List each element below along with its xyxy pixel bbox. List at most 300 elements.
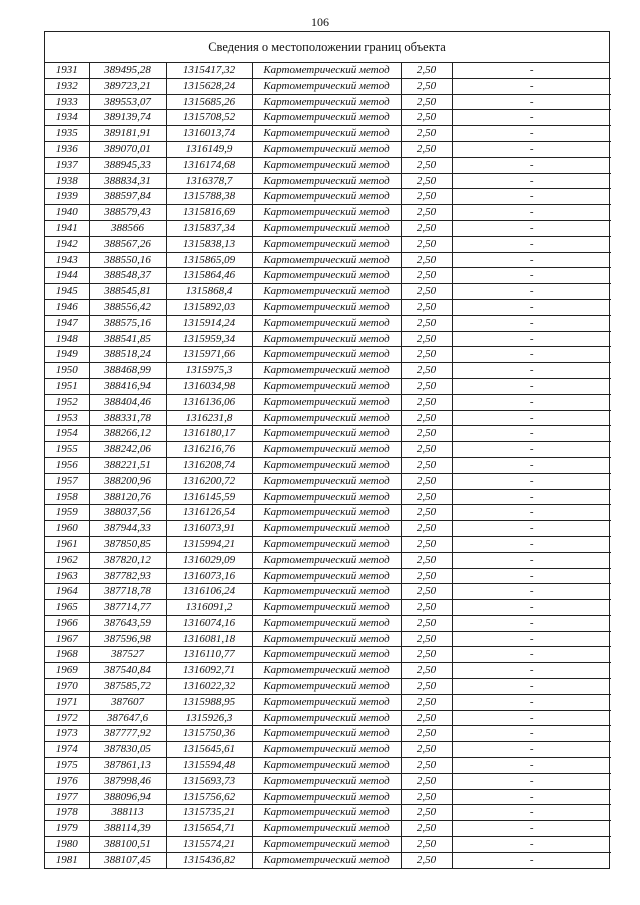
accuracy-cell: 2,50: [401, 110, 452, 126]
method-cell: Картометрический метод: [252, 568, 401, 584]
x-coordinate-cell: 388550,16: [89, 252, 166, 268]
accuracy-cell: 2,50: [401, 63, 452, 78]
method-cell: Картометрический метод: [252, 426, 401, 442]
y-coordinate-cell: 1315865,09: [166, 252, 252, 268]
y-coordinate-cell: 1315926,3: [166, 710, 252, 726]
accuracy-cell: 2,50: [401, 837, 452, 853]
accuracy-cell: 2,50: [401, 568, 452, 584]
point-number-cell: 1971: [45, 694, 89, 710]
page-number: 106: [311, 15, 329, 29]
description-cell: -: [452, 284, 611, 300]
point-number-cell: 1942: [45, 236, 89, 252]
accuracy-cell: 2,50: [401, 505, 452, 521]
method-cell: Картометрический метод: [252, 157, 401, 173]
accuracy-cell: 2,50: [401, 679, 452, 695]
description-cell: -: [452, 837, 611, 853]
description-cell: -: [452, 489, 611, 505]
table-row: [45, 299, 611, 315]
point-number-cell: 1980: [45, 837, 89, 853]
accuracy-cell: 2,50: [401, 331, 452, 347]
description-cell: -: [452, 173, 611, 189]
x-coordinate-cell: 387820,12: [89, 552, 166, 568]
description-cell: -: [452, 236, 611, 252]
point-number-cell: 1960: [45, 521, 89, 537]
method-cell: Картометрический метод: [252, 378, 401, 394]
point-number-cell: 1958: [45, 489, 89, 505]
description-cell: -: [452, 363, 611, 379]
y-coordinate-cell: 1316136,06: [166, 394, 252, 410]
point-number-cell: 1981: [45, 852, 89, 867]
point-number-cell: 1963: [45, 568, 89, 584]
x-coordinate-cell: 387527: [89, 647, 166, 663]
y-coordinate-cell: 1316013,74: [166, 126, 252, 142]
y-coordinate-cell: 1315892,03: [166, 299, 252, 315]
accuracy-cell: 2,50: [401, 157, 452, 173]
method-cell: Картометрический метод: [252, 489, 401, 505]
y-coordinate-cell: 1315735,21: [166, 805, 252, 821]
point-number-cell: 1945: [45, 284, 89, 300]
point-number-cell: 1952: [45, 394, 89, 410]
method-cell: Картометрический метод: [252, 189, 401, 205]
method-cell: Картометрический метод: [252, 126, 401, 142]
x-coordinate-cell: 388221,51: [89, 457, 166, 473]
description-cell: -: [452, 442, 611, 458]
description-cell: -: [452, 457, 611, 473]
y-coordinate-cell: 1315574,21: [166, 837, 252, 853]
description-cell: -: [452, 347, 611, 363]
y-coordinate-cell: 1316106,24: [166, 584, 252, 600]
point-number-cell: 1962: [45, 552, 89, 568]
description-cell: -: [452, 552, 611, 568]
accuracy-cell: 2,50: [401, 536, 452, 552]
description-cell: -: [452, 631, 611, 647]
description-cell: -: [452, 536, 611, 552]
x-coordinate-cell: 388331,78: [89, 410, 166, 426]
method-cell: Картометрический метод: [252, 505, 401, 521]
point-number-cell: 1979: [45, 821, 89, 837]
point-number-cell: 1973: [45, 726, 89, 742]
method-cell: Картометрический метод: [252, 821, 401, 837]
x-coordinate-cell: 387643,59: [89, 615, 166, 631]
table-row: [45, 268, 611, 284]
table-row: [45, 173, 611, 189]
method-cell: Картометрический метод: [252, 236, 401, 252]
method-cell: Картометрический метод: [252, 852, 401, 867]
x-coordinate-cell: 388037,56: [89, 505, 166, 521]
accuracy-cell: 2,50: [401, 426, 452, 442]
y-coordinate-cell: 1315594,48: [166, 758, 252, 774]
description-cell: -: [452, 315, 611, 331]
y-coordinate-cell: 1316208,74: [166, 457, 252, 473]
y-coordinate-cell: 1315693,73: [166, 773, 252, 789]
accuracy-cell: 2,50: [401, 600, 452, 616]
y-coordinate-cell: 1315436,82: [166, 852, 252, 867]
accuracy-cell: 2,50: [401, 378, 452, 394]
description-cell: -: [452, 394, 611, 410]
description-cell: -: [452, 568, 611, 584]
description-cell: -: [452, 268, 611, 284]
x-coordinate-cell: 389495,28: [89, 63, 166, 78]
table-row: [45, 331, 611, 347]
method-cell: Картометрический метод: [252, 220, 401, 236]
x-coordinate-cell: 388200,96: [89, 473, 166, 489]
point-number-cell: 1967: [45, 631, 89, 647]
table-row: [45, 631, 611, 647]
y-coordinate-cell: 1316126,54: [166, 505, 252, 521]
description-cell: -: [452, 426, 611, 442]
accuracy-cell: 2,50: [401, 94, 452, 110]
coordinates-table: [45, 63, 611, 868]
accuracy-cell: 2,50: [401, 773, 452, 789]
accuracy-cell: 2,50: [401, 805, 452, 821]
table-row: [45, 837, 611, 853]
x-coordinate-cell: 389181,91: [89, 126, 166, 142]
accuracy-cell: 2,50: [401, 284, 452, 300]
table-row: [45, 473, 611, 489]
description-cell: -: [452, 410, 611, 426]
y-coordinate-cell: 1315685,26: [166, 94, 252, 110]
table-row: [45, 252, 611, 268]
x-coordinate-cell: 389723,21: [89, 78, 166, 94]
x-coordinate-cell: 388416,94: [89, 378, 166, 394]
description-cell: -: [452, 220, 611, 236]
point-number-cell: 1940: [45, 205, 89, 221]
y-coordinate-cell: 1315971,66: [166, 347, 252, 363]
point-number-cell: 1968: [45, 647, 89, 663]
accuracy-cell: 2,50: [401, 473, 452, 489]
x-coordinate-cell: 388834,31: [89, 173, 166, 189]
accuracy-cell: 2,50: [401, 141, 452, 157]
description-cell: -: [452, 126, 611, 142]
y-coordinate-cell: 1316378,7: [166, 173, 252, 189]
table-row: [45, 758, 611, 774]
table-row: [45, 489, 611, 505]
point-number-cell: 1950: [45, 363, 89, 379]
table-row: [45, 110, 611, 126]
x-coordinate-cell: 388107,45: [89, 852, 166, 867]
description-cell: -: [452, 805, 611, 821]
table-row: [45, 378, 611, 394]
x-coordinate-cell: 388404,46: [89, 394, 166, 410]
method-cell: Картометрический метод: [252, 631, 401, 647]
method-cell: Картометрический метод: [252, 347, 401, 363]
method-cell: Картометрический метод: [252, 268, 401, 284]
table-row: [45, 205, 611, 221]
table-row: [45, 410, 611, 426]
point-number-cell: 1976: [45, 773, 89, 789]
method-cell: Картометрический метод: [252, 679, 401, 695]
method-cell: Картометрический метод: [252, 773, 401, 789]
description-cell: -: [452, 473, 611, 489]
x-coordinate-cell: 387777,92: [89, 726, 166, 742]
point-number-cell: 1938: [45, 173, 89, 189]
y-coordinate-cell: 1316174,68: [166, 157, 252, 173]
table-row: [45, 694, 611, 710]
y-coordinate-cell: 1315914,24: [166, 315, 252, 331]
point-number-cell: 1931: [45, 63, 89, 78]
x-coordinate-cell: 388556,42: [89, 299, 166, 315]
table-row: [45, 789, 611, 805]
x-coordinate-cell: 387850,85: [89, 536, 166, 552]
x-coordinate-cell: 388945,33: [89, 157, 166, 173]
x-coordinate-cell: 389139,74: [89, 110, 166, 126]
table-row: [45, 426, 611, 442]
method-cell: Картометрический метод: [252, 694, 401, 710]
table-row: [45, 189, 611, 205]
method-cell: Картометрический метод: [252, 299, 401, 315]
x-coordinate-cell: 387607: [89, 694, 166, 710]
method-cell: Картометрический метод: [252, 837, 401, 853]
point-number-cell: 1970: [45, 679, 89, 695]
accuracy-cell: 2,50: [401, 789, 452, 805]
table-row: [45, 315, 611, 331]
point-number-cell: 1934: [45, 110, 89, 126]
method-cell: Картометрический метод: [252, 663, 401, 679]
y-coordinate-cell: 1315994,21: [166, 536, 252, 552]
table-row: [45, 347, 611, 363]
point-number-cell: 1948: [45, 331, 89, 347]
accuracy-cell: 2,50: [401, 584, 452, 600]
method-cell: Картометрический метод: [252, 315, 401, 331]
method-cell: Картометрический метод: [252, 205, 401, 221]
x-coordinate-cell: 387596,98: [89, 631, 166, 647]
point-number-cell: 1941: [45, 220, 89, 236]
x-coordinate-cell: 387830,05: [89, 742, 166, 758]
method-cell: Картометрический метод: [252, 110, 401, 126]
table-row: [45, 220, 611, 236]
point-number-cell: 1936: [45, 141, 89, 157]
x-coordinate-cell: 388541,85: [89, 331, 166, 347]
y-coordinate-cell: 1315959,34: [166, 331, 252, 347]
method-cell: Картометрический метод: [252, 710, 401, 726]
method-cell: Картометрический метод: [252, 742, 401, 758]
x-coordinate-cell: 388575,16: [89, 315, 166, 331]
description-cell: -: [529, 853, 534, 866]
method-cell: Картометрический метод: [252, 252, 401, 268]
point-number-cell: 1939: [45, 189, 89, 205]
accuracy-cell: 2,50: [401, 189, 452, 205]
accuracy-cell: 2,50: [401, 631, 452, 647]
y-coordinate-cell: 1315837,34: [166, 220, 252, 236]
table-row: [45, 600, 611, 616]
accuracy-cell: 2,50: [401, 552, 452, 568]
description-cell: -: [452, 378, 611, 394]
table-row: [45, 773, 611, 789]
description-cell: -: [452, 710, 611, 726]
point-number-cell: 1935: [45, 126, 89, 142]
description-cell: -: [452, 821, 611, 837]
accuracy-cell: 2,50: [401, 663, 452, 679]
y-coordinate-cell: 1315864,46: [166, 268, 252, 284]
accuracy-cell: 2,50: [401, 821, 452, 837]
description-cell: -: [452, 299, 611, 315]
point-number-cell: 1943: [45, 252, 89, 268]
method-cell: Картометрический метод: [252, 94, 401, 110]
description-cell: -: [452, 758, 611, 774]
accuracy-cell: 2,50: [401, 347, 452, 363]
description-cell: -: [452, 694, 611, 710]
y-coordinate-cell: 1316091,2: [166, 600, 252, 616]
point-number-cell: 1961: [45, 536, 89, 552]
method-cell: Картометрический метод: [252, 394, 401, 410]
table-row: [45, 742, 611, 758]
accuracy-cell: 2,50: [401, 694, 452, 710]
accuracy-cell: 2,50: [401, 615, 452, 631]
accuracy-cell: 2,50: [401, 710, 452, 726]
table-row: [45, 236, 611, 252]
description-cell: -: [452, 157, 611, 173]
x-coordinate-cell: 387861,13: [89, 758, 166, 774]
point-number-cell: 1975: [45, 758, 89, 774]
y-coordinate-cell: 1316200,72: [166, 473, 252, 489]
point-number-cell: 1965: [45, 600, 89, 616]
description-cell: -: [452, 742, 611, 758]
description-cell: -: [452, 584, 611, 600]
x-coordinate-cell: 388566: [89, 220, 166, 236]
description-cell: -: [452, 110, 611, 126]
method-cell: Картометрический метод: [252, 789, 401, 805]
x-coordinate-cell: 387585,72: [89, 679, 166, 695]
x-coordinate-cell: 388114,39: [89, 821, 166, 837]
table-row: [45, 536, 611, 552]
description-cell: -: [452, 521, 611, 537]
point-number-cell: 1957: [45, 473, 89, 489]
coordinates-table-body: [45, 63, 611, 868]
x-coordinate-cell: 388096,94: [89, 789, 166, 805]
x-coordinate-cell: 388113: [89, 805, 166, 821]
point-number-cell: 1959: [45, 505, 89, 521]
table-row: [45, 615, 611, 631]
table-row: [45, 394, 611, 410]
method-cell: Картометрический метод: [252, 363, 401, 379]
method-cell: Картометрический метод: [252, 331, 401, 347]
description-cell: -: [452, 78, 611, 94]
y-coordinate-cell: 1315788,38: [166, 189, 252, 205]
accuracy-cell: 2,50: [401, 442, 452, 458]
table-row: [45, 141, 611, 157]
y-coordinate-cell: 1316073,91: [166, 521, 252, 537]
table-row: [45, 710, 611, 726]
x-coordinate-cell: 388468,99: [89, 363, 166, 379]
table-row: [45, 505, 611, 521]
point-number-cell: 1974: [45, 742, 89, 758]
y-coordinate-cell: 1315654,71: [166, 821, 252, 837]
point-number-cell: 1953: [45, 410, 89, 426]
point-number-cell: 1954: [45, 426, 89, 442]
point-number-cell: 1972: [45, 710, 89, 726]
method-cell: Картометрический метод: [252, 410, 401, 426]
method-cell: Картометрический метод: [252, 141, 401, 157]
description-cell: -: [452, 252, 611, 268]
method-cell: Картометрический метод: [252, 78, 401, 94]
description-cell: -: [452, 773, 611, 789]
accuracy-cell: 2,50: [401, 173, 452, 189]
y-coordinate-cell: 1316145,59: [166, 489, 252, 505]
table-row: [45, 647, 611, 663]
x-coordinate-cell: 388579,43: [89, 205, 166, 221]
method-cell: Картометрический метод: [252, 584, 401, 600]
x-coordinate-cell: 387714,77: [89, 600, 166, 616]
x-coordinate-cell: 387998,46: [89, 773, 166, 789]
accuracy-cell: 2,50: [401, 410, 452, 426]
method-cell: Картометрический метод: [252, 473, 401, 489]
point-number-cell: 1969: [45, 663, 89, 679]
y-coordinate-cell: 1315756,62: [166, 789, 252, 805]
accuracy-cell: 2,50: [401, 205, 452, 221]
description-cell: -: [452, 663, 611, 679]
description-cell: -: [452, 63, 611, 78]
accuracy-cell: 2,50: [401, 489, 452, 505]
method-cell: Картометрический метод: [252, 726, 401, 742]
accuracy-cell: 2,50: [401, 758, 452, 774]
y-coordinate-cell: 1316029,09: [166, 552, 252, 568]
y-coordinate-cell: 1315750,36: [166, 726, 252, 742]
y-coordinate-cell: 1315645,61: [166, 742, 252, 758]
accuracy-cell: 2,50: [401, 252, 452, 268]
point-number-cell: 1933: [45, 94, 89, 110]
y-coordinate-cell: 1315628,24: [166, 78, 252, 94]
table-row: [45, 568, 611, 584]
accuracy-cell: 2,50: [401, 726, 452, 742]
y-coordinate-cell: 1316110,77: [166, 647, 252, 663]
table-row: [45, 805, 611, 821]
y-coordinate-cell: 1316216,76: [166, 442, 252, 458]
table-row: [45, 94, 611, 110]
table-row: [45, 157, 611, 173]
x-coordinate-cell: 388597,84: [89, 189, 166, 205]
x-coordinate-cell: 387944,33: [89, 521, 166, 537]
accuracy-cell: 2,50: [401, 457, 452, 473]
description-cell: -: [452, 205, 611, 221]
x-coordinate-cell: 388518,24: [89, 347, 166, 363]
boundary-table-frame: [44, 31, 610, 869]
accuracy-cell: 2,50: [401, 299, 452, 315]
accuracy-cell: 2,50: [401, 268, 452, 284]
description-cell: -: [452, 600, 611, 616]
x-coordinate-cell: 388100,51: [89, 837, 166, 853]
x-coordinate-cell: 388120,76: [89, 489, 166, 505]
accuracy-cell: 2,50: [401, 742, 452, 758]
y-coordinate-cell: 1315868,4: [166, 284, 252, 300]
y-coordinate-cell: 1316073,16: [166, 568, 252, 584]
description-cell: -: [452, 647, 611, 663]
x-coordinate-cell: 387540,84: [89, 663, 166, 679]
accuracy-cell: 2,50: [401, 852, 452, 867]
table-row: [45, 78, 611, 94]
description-cell: -: [452, 141, 611, 157]
method-cell: Картометрический метод: [252, 552, 401, 568]
x-coordinate-cell: 389070,01: [89, 141, 166, 157]
accuracy-cell: 2,50: [401, 315, 452, 331]
method-cell: Картометрический метод: [252, 457, 401, 473]
method-cell: Картометрический метод: [252, 600, 401, 616]
table-row: [45, 552, 611, 568]
y-coordinate-cell: 1316180,17: [166, 426, 252, 442]
table-row: [45, 726, 611, 742]
x-coordinate-cell: 388545,81: [89, 284, 166, 300]
description-cell: -: [452, 679, 611, 695]
accuracy-cell: 2,50: [401, 220, 452, 236]
method-cell: Картометрический метод: [252, 284, 401, 300]
table-row: [45, 442, 611, 458]
point-number-cell: 1932: [45, 78, 89, 94]
x-coordinate-cell: 388266,12: [89, 426, 166, 442]
y-coordinate-cell: 1316034,98: [166, 378, 252, 394]
table-row: [45, 584, 611, 600]
method-cell: Картометрический метод: [252, 647, 401, 663]
point-number-cell: 1949: [45, 347, 89, 363]
x-coordinate-cell: 388567,26: [89, 236, 166, 252]
